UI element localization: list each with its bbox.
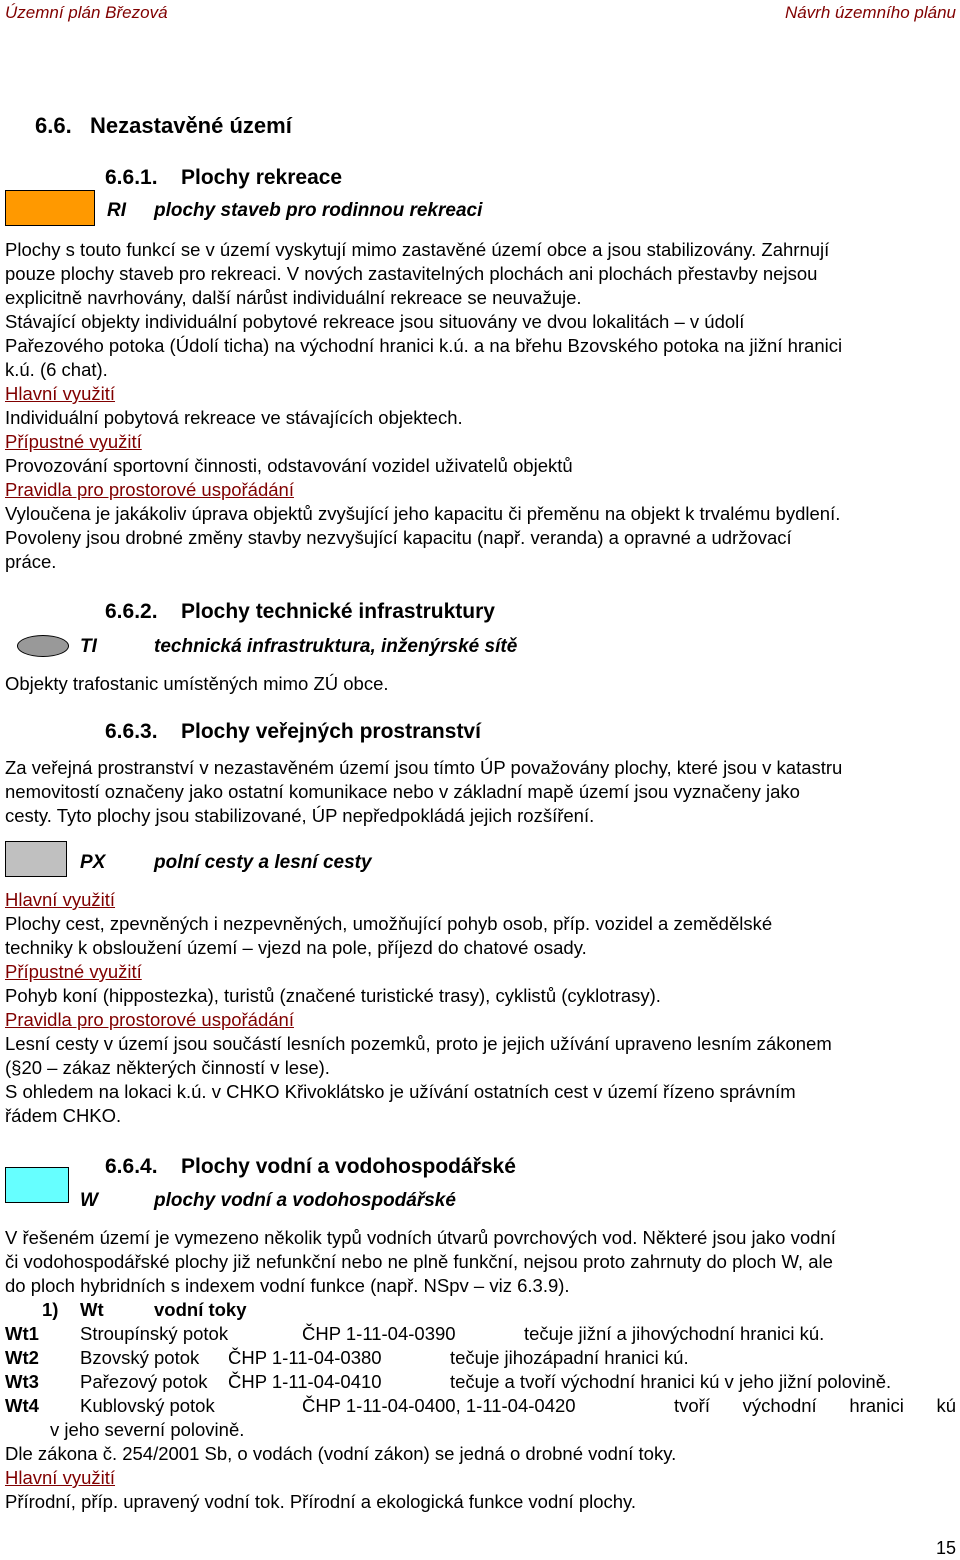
- rules-label: Pravidla pro prostorové uspořádání: [5, 479, 294, 500]
- main-use-label: Hlavní využití: [5, 889, 116, 910]
- text-line: Individuální pobytová rekreace ve stávajících objektech.: [5, 407, 463, 428]
- verejne-title: Plochy veřejných prostranství: [181, 720, 481, 743]
- stream-row: [0, 1370, 960, 1394]
- rekreace-desc: plochy staveb pro rodinnou rekreaci: [154, 200, 483, 221]
- text-line: S ohledem na lokaci k.ú. v CHKO Křivoklátsko je užívání ostatních cest v území řízeno správním: [5, 1081, 796, 1102]
- section-heading: [35, 113, 292, 139]
- verejne-details: [5, 888, 956, 1128]
- stream-note-continued: v jeho severní polovině.: [50, 1419, 245, 1440]
- text-line: práce.: [5, 551, 57, 572]
- rekreace-heading: [105, 166, 342, 190]
- stream-chp: ČHP 1-11-04-0380: [228, 1347, 382, 1368]
- verejne-desc: polní cesty a lesní cesty: [154, 852, 372, 873]
- main-use-label: Hlavní využití: [5, 1467, 116, 1488]
- text-line: Pařezového potoka (Údolí ticha) na východní hranici k.ú. a na břehu Bzovského potoka na jižní hranici: [5, 335, 843, 356]
- text-line: (§20 – zákaz některých činností v lese).: [5, 1057, 330, 1078]
- allowed-label: Přípustné využití: [5, 431, 142, 452]
- allowed-label: Přípustné využití: [5, 961, 142, 982]
- verejne-code: PX: [80, 852, 106, 873]
- text-line: Vyloučena je jakákoliv úprava objektů zvyšující jeho kapacitu či přeměnu na objekt k trvalému bydlení.: [5, 503, 841, 524]
- list-code: Wt: [80, 1299, 104, 1320]
- vodni-heading: [105, 1155, 516, 1179]
- technicke-text: Objekty trafostanic umístěných mimo ZÚ obce.: [5, 673, 389, 694]
- technicke-desc: technická infrastruktura, inženýrské sítě: [154, 636, 518, 657]
- vodni-body: [5, 1226, 956, 1298]
- list-label: vodní toky: [154, 1299, 247, 1320]
- text-line: či vodohospodářské plochy již nefunkční nebo ne plně funkční, nejsou proto zahrnuty do ploch W, ale: [5, 1251, 833, 1272]
- text-line: Za veřejná prostranství v nezastavěném území jsou tímto ÚP považovány plochy, které jsou v katastru: [5, 757, 843, 778]
- verejne-number: 6.6.3.: [105, 720, 158, 743]
- technicke-number: 6.6.2.: [105, 600, 158, 623]
- stream-id: Wt3: [5, 1371, 39, 1392]
- text-line: Plochy s touto funkcí se v území vyskytují mimo zastavěné území obce a jsou stabilizovány. Zahrnují: [5, 239, 830, 260]
- stream-row: [0, 1322, 960, 1346]
- vodni-number: 6.6.4.: [105, 1155, 158, 1178]
- stream-id: Wt1: [5, 1323, 39, 1344]
- verejne-swatch: [5, 841, 67, 877]
- vodni-footer: [5, 1442, 956, 1514]
- vodni-code: W: [80, 1190, 98, 1211]
- text-line: Lesní cesty v území jsou součástí lesních pozemků, proto je jejich užívání upraveno lesním zákonem: [5, 1033, 832, 1054]
- main-use-label: Hlavní využití: [5, 383, 116, 404]
- stream-id: Wt4: [5, 1395, 39, 1416]
- stream-row: [0, 1394, 960, 1418]
- stream-note: tečuje jižní a jihovýchodní hranici kú.: [524, 1323, 825, 1344]
- technicke-swatch: [17, 635, 69, 657]
- rekreace-code: RI: [107, 200, 126, 221]
- page-number: 15: [935, 1538, 956, 1558]
- text-line: Přírodní, příp. upravený vodní tok. Přírodní a ekologická funkce vodní plochy.: [5, 1491, 637, 1512]
- stream-name: Pařezový potok: [80, 1371, 208, 1392]
- text-line: cesty. Tyto plochy jsou stabilizované, ÚP nepředpokládá jejich rozšíření.: [5, 805, 595, 826]
- stream-note: tečuje a tvoří východní hranici kú v jeho jižní polovině.: [450, 1371, 892, 1392]
- technicke-heading: [105, 600, 495, 624]
- rules-label: Pravidla pro prostorové uspořádání: [5, 1009, 294, 1030]
- stream-chp: ČHP 1-11-04-0400, 1-11-04-0420: [302, 1395, 576, 1416]
- text-line: pouze plochy staveb pro rekreaci. V nových zastavitelných plochách ani plochách přestavby nejsou: [5, 263, 818, 284]
- section-title: Nezastavěné území: [90, 113, 292, 138]
- stream-chp: ČHP 1-11-04-0390: [302, 1323, 456, 1344]
- text-line: do ploch hybridních s indexem vodní funkce (např. NSpv – viz 6.3.9).: [5, 1275, 570, 1296]
- stream-list-head: [0, 1298, 960, 1322]
- vodni-swatch: [5, 1167, 69, 1203]
- header-right: Návrh územního plánu: [784, 3, 956, 22]
- text-line: techniky k obsloužení území – vjezd na pole, příjezd do chatové osady.: [5, 937, 587, 958]
- header-left: Územní plán Březová: [5, 3, 168, 22]
- stream-chp: ČHP 1-11-04-0410: [228, 1371, 382, 1392]
- verejne-body: [5, 756, 956, 828]
- text-line: Provozování sportovní činnosti, odstavování vozidel uživatelů objektů: [5, 455, 573, 476]
- text-line: V řešeném území je vymezeno několik typů vodních útvarů povrchových vod. Některé jsou jako vodní: [5, 1227, 836, 1248]
- technicke-code: TI: [80, 636, 97, 657]
- stream-note: tečuje jihozápadní hranici kú.: [450, 1347, 689, 1368]
- rekreace-title: Plochy rekreace: [181, 166, 343, 189]
- text-line: Stávající objekty individuální pobytové rekreace jsou situovány ve dvou lokalitách – v údolí: [5, 311, 745, 332]
- rekreace-swatch: [5, 190, 95, 226]
- rekreace-body: [5, 238, 956, 574]
- vodni-desc: plochy vodní a vodohospodářské: [154, 1190, 456, 1211]
- vodni-title: Plochy vodní a vodohospodářské: [181, 1155, 516, 1178]
- law-text: Dle zákona č. 254/2001 Sb, o vodách (vodní zákon) se jedná o drobné vodní toky.: [5, 1443, 677, 1464]
- text-line: řádem CHKO.: [5, 1105, 122, 1126]
- stream-row: [0, 1346, 960, 1370]
- text-line: Pohyb koní (hippostezka), turistů (značené turistické trasy), cyklistů (cyklotrasy).: [5, 985, 661, 1006]
- technicke-title: Plochy technické infrastruktury: [181, 600, 495, 623]
- section-number: 6.6.: [35, 113, 72, 138]
- rekreace-number: 6.6.1.: [105, 166, 158, 189]
- text-line: nemovitostí označeny jako ostatní komunikace nebo v základní mapě území jsou vyznačeny jako: [5, 781, 800, 802]
- text-line: explicitně navrhovány, další nárůst individuální rekreace se neuvažuje.: [5, 287, 582, 308]
- stream-id: Wt2: [5, 1347, 39, 1368]
- stream-note: tvoří východní hranici kú: [674, 1395, 956, 1416]
- stream-name: Kublovský potok: [80, 1395, 215, 1416]
- text-line: k.ú. (6 chat).: [5, 359, 108, 380]
- stream-name: Stroupínský potok: [80, 1323, 229, 1344]
- text-line: Povoleny jsou drobné změny stavby nezvyšující kapacitu (např. veranda) a opravné a udržovací: [5, 527, 792, 548]
- verejne-heading: [105, 720, 481, 744]
- text-line: Plochy cest, zpevněných i nezpevněných, umožňující pohyb osob, příp. vozidel a zemědělské: [5, 913, 773, 934]
- stream-name: Bzovský potok: [80, 1347, 200, 1368]
- list-number: 1): [42, 1299, 59, 1320]
